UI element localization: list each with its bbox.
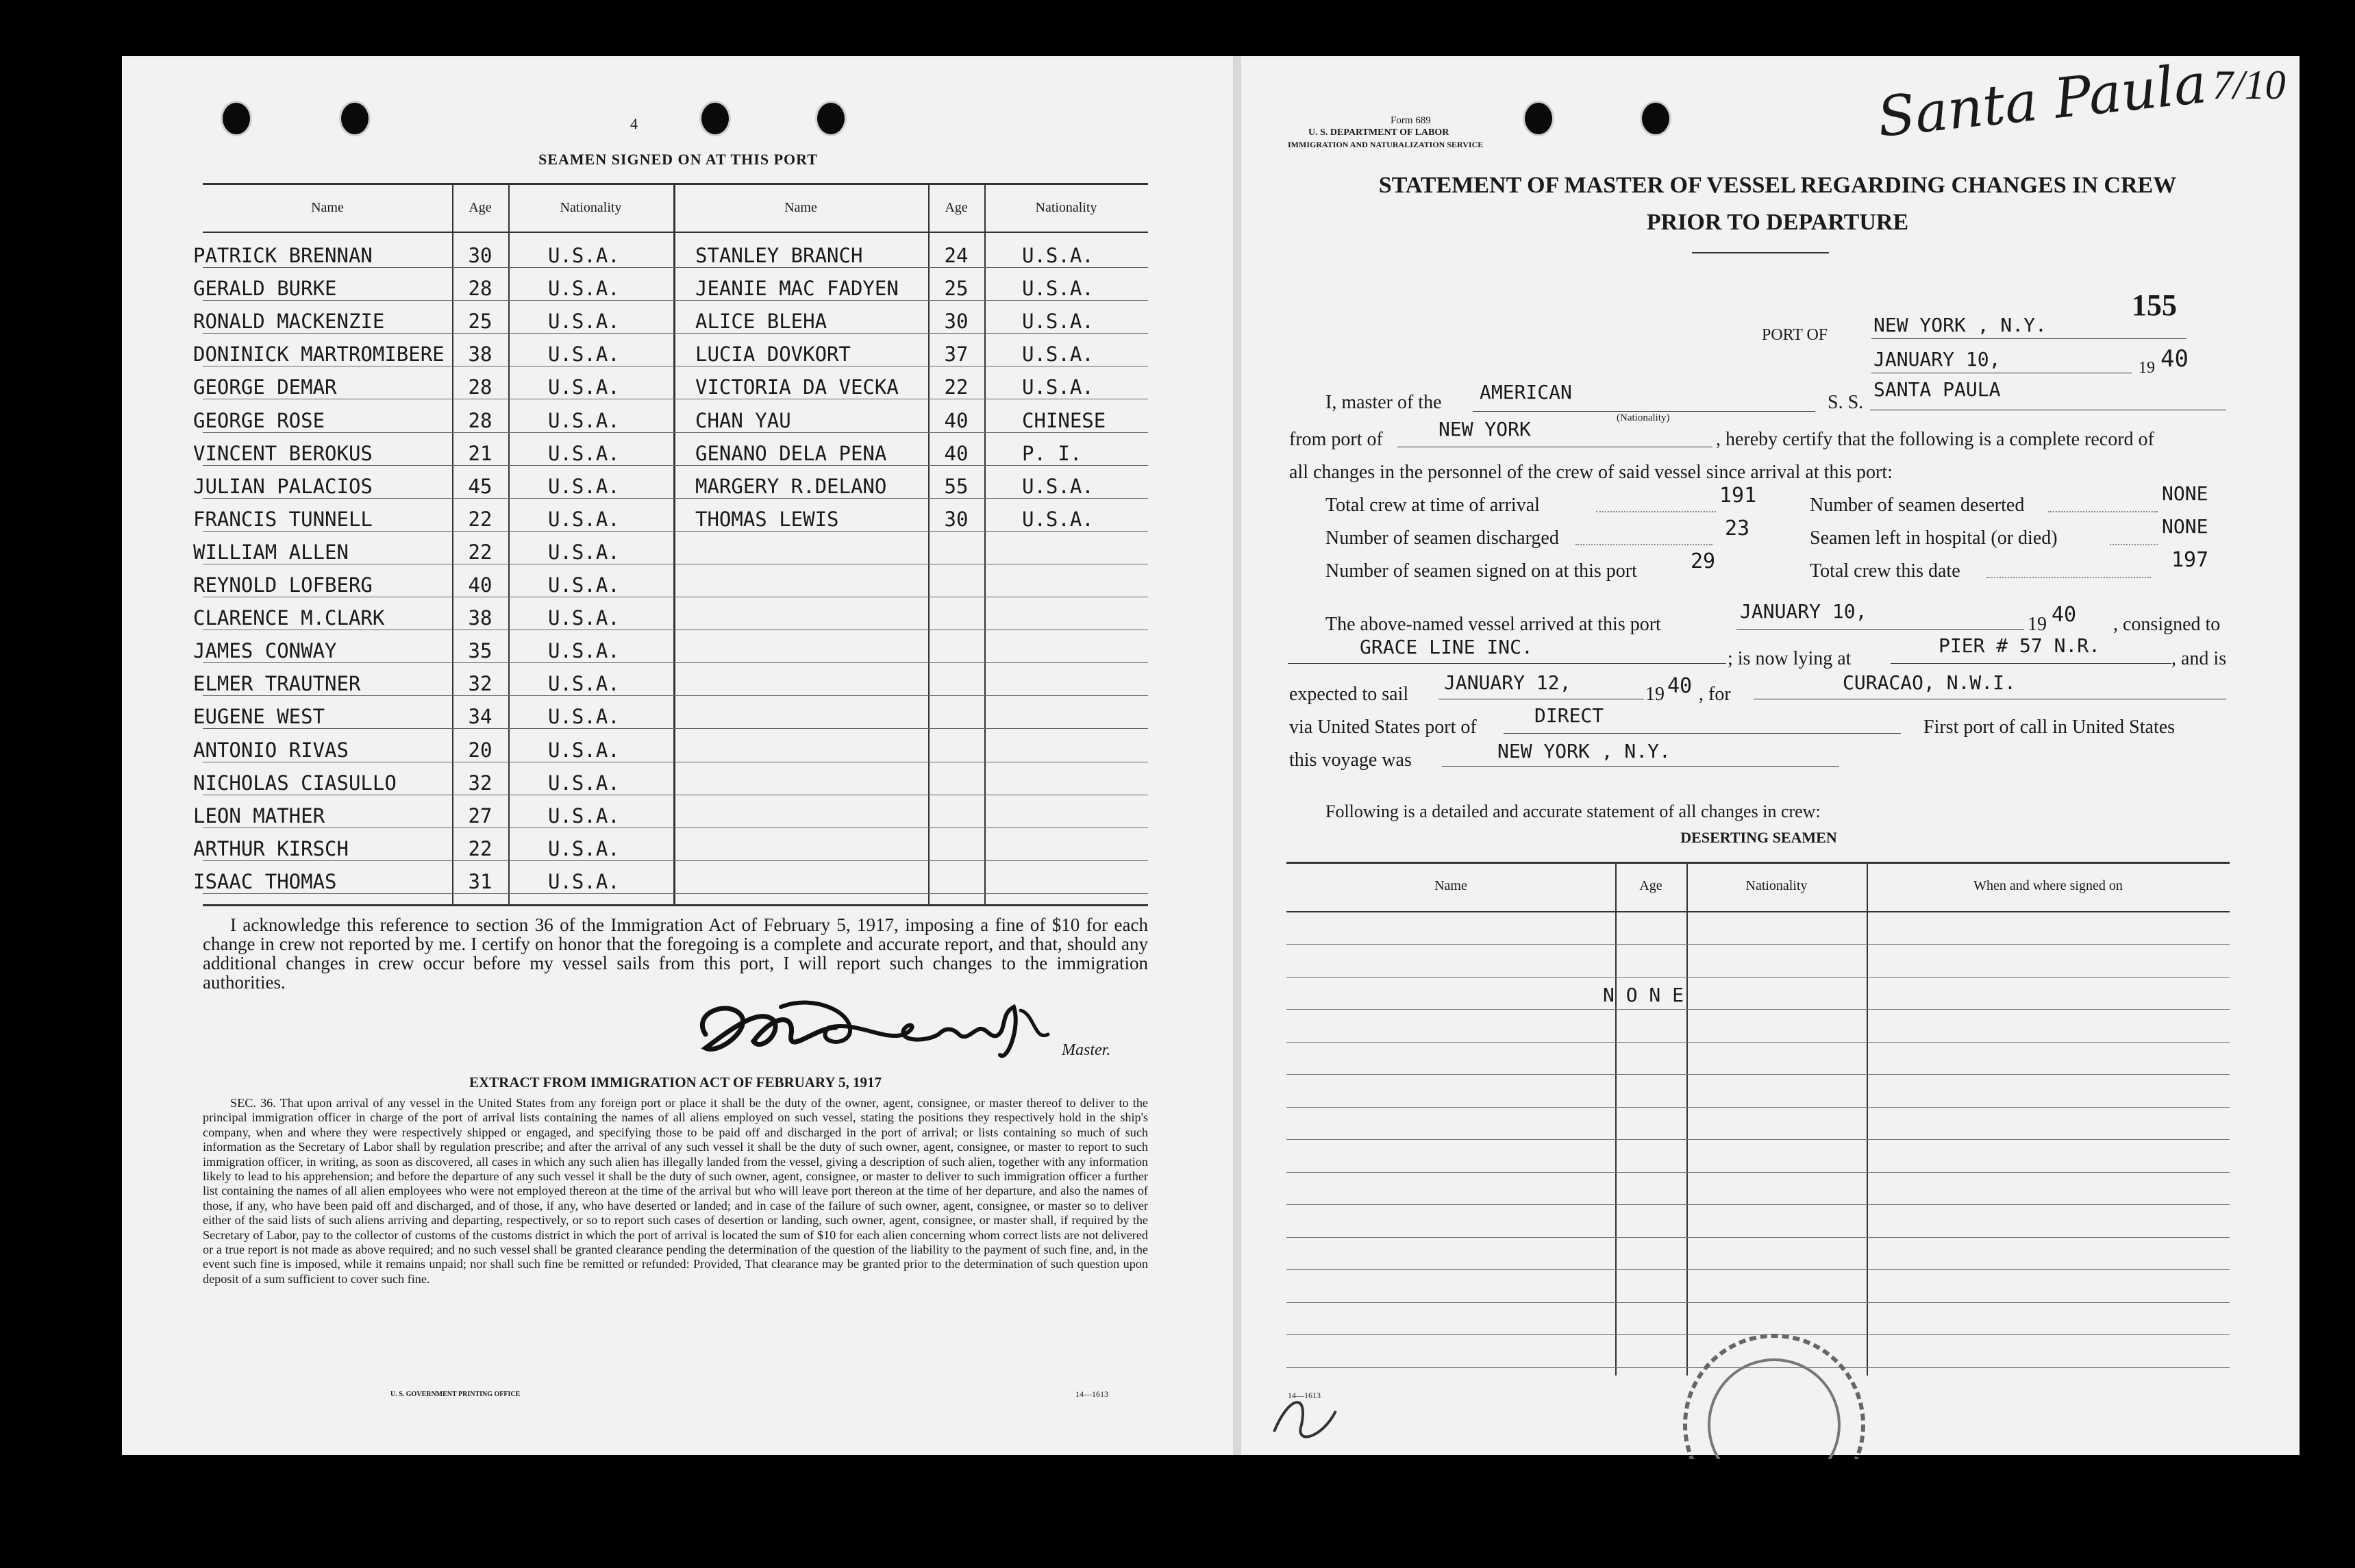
table-row-rule — [203, 662, 1148, 663]
crew-nationality: U.S.A. — [548, 409, 620, 432]
and-is-label: , and is — [2171, 648, 2227, 669]
table-col-rule — [673, 184, 675, 904]
header-name: Name — [784, 200, 817, 215]
acknowledgement-text: I acknowledge this reference to section 36 of the Immigration Act of February 5, 1917, imposing a fine of $10 for each change in crew not reported by me. I certify on honor that the foregoing is a complete and accurate report, and that, should any additional changes in crew occur before my vessel sails from this port, I will report such changes to the immigration authorities. — [203, 914, 1148, 993]
table-row-rule — [203, 827, 1148, 828]
form-title: STATEMENT OF MASTER OF VESSEL REGARDING CHANGES IN CREW — [1378, 173, 2177, 198]
deserting-row-rule — [1286, 1042, 2230, 1043]
field-line — [1736, 629, 2024, 630]
first-port-label: First port of call in United States — [1923, 717, 2176, 738]
crew-age: 22 — [468, 837, 493, 860]
crew-nationality: U.S.A. — [548, 870, 620, 893]
discharged-value: 23 — [1725, 517, 1750, 540]
table-row-rule — [203, 267, 1148, 268]
crew-nationality: U.S.A. — [1022, 277, 1094, 300]
crew-name: GERALD BURKE — [193, 277, 337, 300]
crew-name: ARTHUR KIRSCH — [193, 837, 349, 860]
header-name: Name — [311, 200, 344, 215]
via-value: DIRECT — [1534, 704, 1604, 727]
extract-title: EXTRACT FROM IMMIGRATION ACT OF FEBRUARY 5, 1917 — [469, 1074, 882, 1091]
deserting-col-rule — [1615, 862, 1617, 1376]
crew-age: 38 — [468, 606, 493, 630]
arrived-year-prefix: 19 — [2028, 614, 2047, 635]
punch-hole — [223, 103, 250, 134]
deserting-header-nationality: Nationality — [1745, 878, 1808, 893]
table-top-rule — [203, 183, 1148, 185]
printing-office: U. S. GOVERNMENT PRINTING OFFICE — [390, 1391, 521, 1398]
voyage-label: this voyage was — [1289, 749, 1412, 771]
punch-hole — [817, 103, 845, 134]
crew-age: 55 — [944, 475, 969, 498]
table-row-rule — [203, 333, 1148, 334]
table-row-rule — [203, 300, 1148, 301]
crew-nationality: U.S.A. — [548, 573, 620, 597]
table-row-rule — [203, 893, 1148, 894]
year-prefix: 19 — [2139, 359, 2155, 377]
dot-leader — [2110, 544, 2158, 545]
table-row-rule — [203, 465, 1148, 466]
consignee-value: GRACE LINE INC. — [1360, 636, 1533, 658]
hospital-value: NONE — [2162, 515, 2208, 538]
crew-name: REYNOLD LOFBERG — [193, 573, 373, 597]
deserting-row-rule — [1286, 944, 2230, 945]
none-value: N O N E — [1603, 984, 1684, 1006]
crew-nationality: U.S.A. — [548, 475, 620, 498]
deserted-value: NONE — [2162, 482, 2208, 505]
field-line — [1891, 663, 2171, 664]
page-number: 4 — [630, 115, 638, 132]
total-crew-arrival-label: Total crew at time of arrival — [1325, 495, 1540, 516]
crew-name: GEORGE DEMAR — [193, 375, 337, 399]
sail-year-value: 40 — [1667, 674, 1693, 698]
crew-nationality: U.S.A. — [548, 705, 620, 728]
crew-age: 38 — [468, 343, 493, 366]
crew-name: ISAAC THOMAS — [193, 870, 337, 893]
crew-age: 28 — [468, 375, 493, 399]
crew-nationality: U.S.A. — [548, 804, 620, 827]
crew-nationality: U.S.A. — [1022, 310, 1094, 333]
handwritten-fraction: 7/10 — [2213, 62, 2286, 108]
crew-name: DONINICK MARTROMIBERE — [193, 343, 445, 366]
crew-name: GEORGE ROSE — [193, 409, 325, 432]
discharged-label: Number of seamen discharged — [1325, 527, 1559, 549]
crew-age: 22 — [944, 375, 969, 399]
crew-age: 30 — [944, 508, 969, 531]
master-of-label: I, master of the — [1325, 392, 1442, 413]
header-nationality: Nationality — [560, 200, 622, 215]
total-crew-arrival-value: 191 — [1719, 484, 1757, 508]
consigned-label: , consigned to — [2113, 614, 2221, 635]
crew-name: EUGENE WEST — [193, 705, 325, 728]
pier-value: PIER # 57 N.R. — [1939, 634, 2101, 657]
form-number: Form 689 — [1391, 115, 1431, 126]
crew-name: RONALD MACKENZIE — [193, 310, 385, 333]
deserting-row-rule — [1286, 1172, 2230, 1173]
crew-name: ANTONIO RIVAS — [193, 738, 349, 762]
crew-age: 40 — [944, 442, 969, 465]
crew-age: 22 — [468, 540, 493, 564]
page-gutter — [1233, 56, 1241, 1455]
crew-nationality: U.S.A. — [548, 639, 620, 662]
master-label: Master. — [1062, 1041, 1111, 1059]
header-age: Age — [469, 200, 492, 215]
nationality-value: AMERICAN — [1480, 381, 1572, 403]
deserting-row-rule — [1286, 1009, 2230, 1010]
field-line — [1288, 663, 1726, 664]
header-nationality: Nationality — [1035, 200, 1097, 215]
dot-leader — [2048, 511, 2158, 512]
table-row-rule — [203, 432, 1148, 433]
sail-year-prefix: 19 — [1645, 684, 1665, 705]
crew-age: 34 — [468, 705, 493, 728]
crew-nationality: U.S.A. — [548, 837, 620, 860]
right-form-code: 14—1613 — [1288, 1391, 1321, 1400]
crew-name: CLARENCE M.CLARK — [193, 606, 385, 630]
crew-nationality: CHINESE — [1022, 409, 1106, 432]
deserting-row-rule — [1286, 977, 2230, 978]
deserting-top-rule — [1286, 862, 2230, 864]
crew-age: 25 — [944, 277, 969, 300]
crew-nationality: U.S.A. — [548, 375, 620, 399]
extract-text: SEC. 36. That upon arrival of any vessel in the United States from any foreign port or place it shall be the duty of the owner, agent, consignee, or master thereof to deliver to the principal immigration officer in charge of the port of arrival lists containing the names of all aliens employed on such vessel, stating the positions they respectively hold in the ship's company, when and where they were respectively shipped or engaged, and specifying those to be paid off and discharged in the port of arrival; or lists containing so much of such information as the Secretary of Labor shall by regulation prescribe; and after the arrival of any such vessel it shall be the duty of such owner, agent, consignee, or master to report to such immigration officer, in writing, as soon as discovered, all cases in which any such alien has illegally landed from the vessel, giving a description of such alien, together with any information likely to lead to his apprehension; and before the departure of any such vessel it shall be the duty of such owner, agent, consignee, or master to deliver to such immigration officer a further list containing the names of all alien employees who were not employed thereon at the time of the arrival but who will leave port thereon at the time of her departure, and also the names of those, if any, who have been paid off and discharged, and of those, if any, who have deserted or landed; and in case of the failure of such owner, agent, consignee, or master so to deliver either of the said lists of such aliens arriving and departing, respectively, or so to report such cases of desertion or landing, such owner, agent, consignee, or master shall, if required by the Secretary of Labor, pay to the collector of customs of the customs district in which the port of arrival is located the sum of $10 for each alien concerning whom correct lists are not delivered or a true report is not made as above required; and no such vessel shall be granted clearance pending the determination of the question of the liability to the payment of such fine, and, in the event such fine is imposed, while it remains unpaid; nor shall such fine be remitted or refunded: Provided, That clearance may be granted prior to the determination of such question upon deposit of a sum sufficient to cover such fine. — [203, 1096, 1148, 1286]
crew-nationality: U.S.A. — [1022, 475, 1094, 498]
section-title: SEAMEN SIGNED ON AT THIS PORT — [538, 151, 818, 168]
total-crew-date-value: 197 — [2171, 548, 2209, 572]
voyage-value: NEW YORK , N.Y. — [1497, 740, 1671, 762]
from-port-value: NEW YORK — [1438, 418, 1531, 440]
crew-nationality: U.S.A. — [548, 672, 620, 695]
crew-age: 30 — [944, 310, 969, 333]
deserting-header-age: Age — [1639, 878, 1662, 893]
service: IMMIGRATION AND NATURALIZATION SERVICE — [1288, 140, 1484, 149]
crew-nationality: U.S.A. — [1022, 375, 1094, 399]
crew-name: NICHOLAS CIASULLO — [193, 771, 397, 795]
crew-name: MARGERY R.DELANO — [695, 475, 887, 498]
via-label: via United States port of — [1289, 717, 1477, 738]
field-line — [1871, 338, 2186, 339]
deserting-header-when: When and where signed on — [1973, 878, 2123, 893]
table-row-rule — [203, 531, 1148, 532]
crew-name: THOMAS LEWIS — [695, 508, 839, 531]
handwritten-ship-name: Santa Paula — [1874, 51, 2210, 149]
deserting-row-rule — [1286, 1269, 2230, 1270]
expected-label: expected to sail — [1289, 684, 1409, 705]
crew-age: 37 — [944, 343, 969, 366]
field-line — [1504, 733, 1901, 734]
crew-age: 35 — [468, 639, 493, 662]
crew-age: 25 — [468, 310, 493, 333]
crew-nationality: U.S.A. — [548, 310, 620, 333]
hospital-label: Seamen left in hospital (or died) — [1810, 527, 2058, 549]
crew-nationality: U.S.A. — [548, 771, 620, 795]
crew-nationality: P. I. — [1022, 442, 1082, 465]
crew-age: 27 — [468, 804, 493, 827]
crew-nationality: U.S.A. — [548, 343, 620, 366]
crew-name: FRANCIS TUNNELL — [193, 508, 373, 531]
crew-name: CHAN YAU — [695, 409, 791, 432]
department: U. S. DEPARTMENT OF LABOR — [1308, 127, 1449, 138]
signed-on-value: 29 — [1691, 549, 1716, 573]
table-row-rule — [203, 728, 1148, 729]
crew-age: 40 — [468, 573, 493, 597]
crew-age: 32 — [468, 672, 493, 695]
crew-nationality: U.S.A. — [548, 277, 620, 300]
crew-name: LEON MATHER — [193, 804, 325, 827]
table-row-rule — [203, 498, 1148, 499]
crew-name: JULIAN PALACIOS — [193, 475, 373, 498]
for-label: , for — [1699, 684, 1731, 705]
crew-nationality: U.S.A. — [548, 606, 620, 630]
ship-name: SANTA PAULA — [1873, 378, 2001, 401]
dot-leader — [1575, 544, 1712, 545]
crew-age: 24 — [944, 244, 969, 267]
total-crew-date-label: Total crew this date — [1810, 560, 1960, 582]
crew-nationality: U.S.A. — [1022, 244, 1094, 267]
dot-leader — [1596, 511, 1716, 512]
crew-age: 28 — [468, 409, 493, 432]
table-col-rule — [984, 184, 986, 904]
table-row-rule — [203, 860, 1148, 861]
crew-name: GENANO DELA PENA — [695, 442, 887, 465]
crew-age: 31 — [468, 870, 493, 893]
table-bottom-rule — [203, 904, 1148, 906]
deserting-row-rule — [1286, 1237, 2230, 1238]
crew-age: 21 — [468, 442, 493, 465]
port-of-label: PORT OF — [1762, 326, 1828, 344]
following-text: Following is a detailed and accurate statement of all changes in crew: — [1325, 801, 1821, 821]
deserting-row-rule — [1286, 1302, 2230, 1303]
arrived-value: JANUARY 10, — [1740, 600, 1867, 623]
dot-leader — [1986, 577, 2151, 578]
field-line — [1442, 766, 1839, 767]
crew-nationality: U.S.A. — [548, 442, 620, 465]
crew-nationality: U.S.A. — [1022, 343, 1094, 366]
crew-nationality: U.S.A. — [1022, 508, 1094, 531]
deserting-header-name: Name — [1434, 878, 1467, 893]
table-row-rule — [203, 695, 1148, 696]
crew-name: VICTORIA DA VECKA — [695, 375, 899, 399]
arrived-label: The above-named vessel arrived at this port — [1325, 614, 1661, 635]
punch-hole — [701, 103, 729, 134]
sail-date-value: JANUARY 12, — [1444, 671, 1571, 694]
crew-name: JAMES CONWAY — [193, 639, 337, 662]
crew-name: ALICE BLEHA — [695, 310, 827, 333]
handwritten-initials — [1260, 1370, 1356, 1452]
punch-hole — [1642, 103, 1669, 134]
crew-name: LUCIA DOVKORT — [695, 343, 851, 366]
destination-value: CURACAO, N.W.I. — [1843, 671, 2016, 694]
certify-text-2: all changes in the personnel of the crew of said vessel since arrival at this port: — [1289, 462, 1893, 483]
deserting-row-rule — [1286, 1074, 2230, 1075]
crew-name: PATRICK BRENNAN — [193, 244, 373, 267]
deserting-col-rule — [1867, 862, 1868, 1376]
certify-text: , hereby certify that the following is a complete record of — [1716, 429, 2154, 450]
from-port-label: from port of — [1289, 429, 1383, 450]
signed-on-label: Number of seamen signed on at this port — [1325, 560, 1637, 582]
crew-name: VINCENT BEROKUS — [193, 442, 373, 465]
official-stamp — [1671, 1322, 1877, 1459]
deserted-label: Number of seamen deserted — [1810, 495, 2025, 516]
crew-name: JEANIE MAC FADYEN — [695, 277, 899, 300]
date-value: JANUARY 10, — [1873, 348, 2001, 371]
year-value: 40 — [2160, 345, 2189, 373]
crew-nationality: U.S.A. — [548, 244, 620, 267]
form-subtitle: PRIOR TO DEPARTURE — [1646, 210, 1909, 235]
deserting-col-rule — [1686, 862, 1688, 1376]
table-col-rule — [508, 184, 510, 904]
punch-hole — [1525, 103, 1552, 134]
crew-age: 40 — [944, 409, 969, 432]
crew-age: 22 — [468, 508, 493, 531]
ss-label: S. S. — [1828, 392, 1864, 413]
crew-name: WILLIAM ALLEN — [193, 540, 349, 564]
lying-label: ; is now lying at — [1728, 648, 1852, 669]
deserting-row-rule — [1286, 1204, 2230, 1205]
crew-nationality: U.S.A. — [548, 540, 620, 564]
nationality-label: (Nationality) — [1617, 412, 1670, 423]
stamp-number: 155 — [2132, 288, 2177, 322]
form-code: 14—1613 — [1075, 1389, 1108, 1399]
crew-name: ELMER TRAUTNER — [193, 672, 361, 695]
punch-hole — [341, 103, 369, 134]
crew-age: 28 — [468, 277, 493, 300]
deserting-header-rule — [1286, 911, 2230, 912]
crew-nationality: U.S.A. — [548, 738, 620, 762]
crew-age: 32 — [468, 771, 493, 795]
crew-age: 45 — [468, 475, 493, 498]
table-header-rule — [203, 232, 1148, 233]
header-age: Age — [945, 200, 968, 215]
master-signature — [678, 986, 1103, 1069]
arrived-year-value: 40 — [2052, 603, 2077, 627]
deserting-row-rule — [1286, 1139, 2230, 1140]
crew-name: STANLEY BRANCH — [695, 244, 863, 267]
crew-age: 30 — [468, 244, 493, 267]
title-underline — [1692, 252, 1829, 253]
port-of-value: NEW YORK , N.Y. — [1873, 314, 2047, 336]
crew-age: 20 — [468, 738, 493, 762]
deserting-row-rule — [1286, 1107, 2230, 1108]
field-line — [1473, 411, 1815, 412]
crew-nationality: U.S.A. — [548, 508, 620, 531]
deserting-title: DESERTING SEAMEN — [1680, 829, 1837, 846]
